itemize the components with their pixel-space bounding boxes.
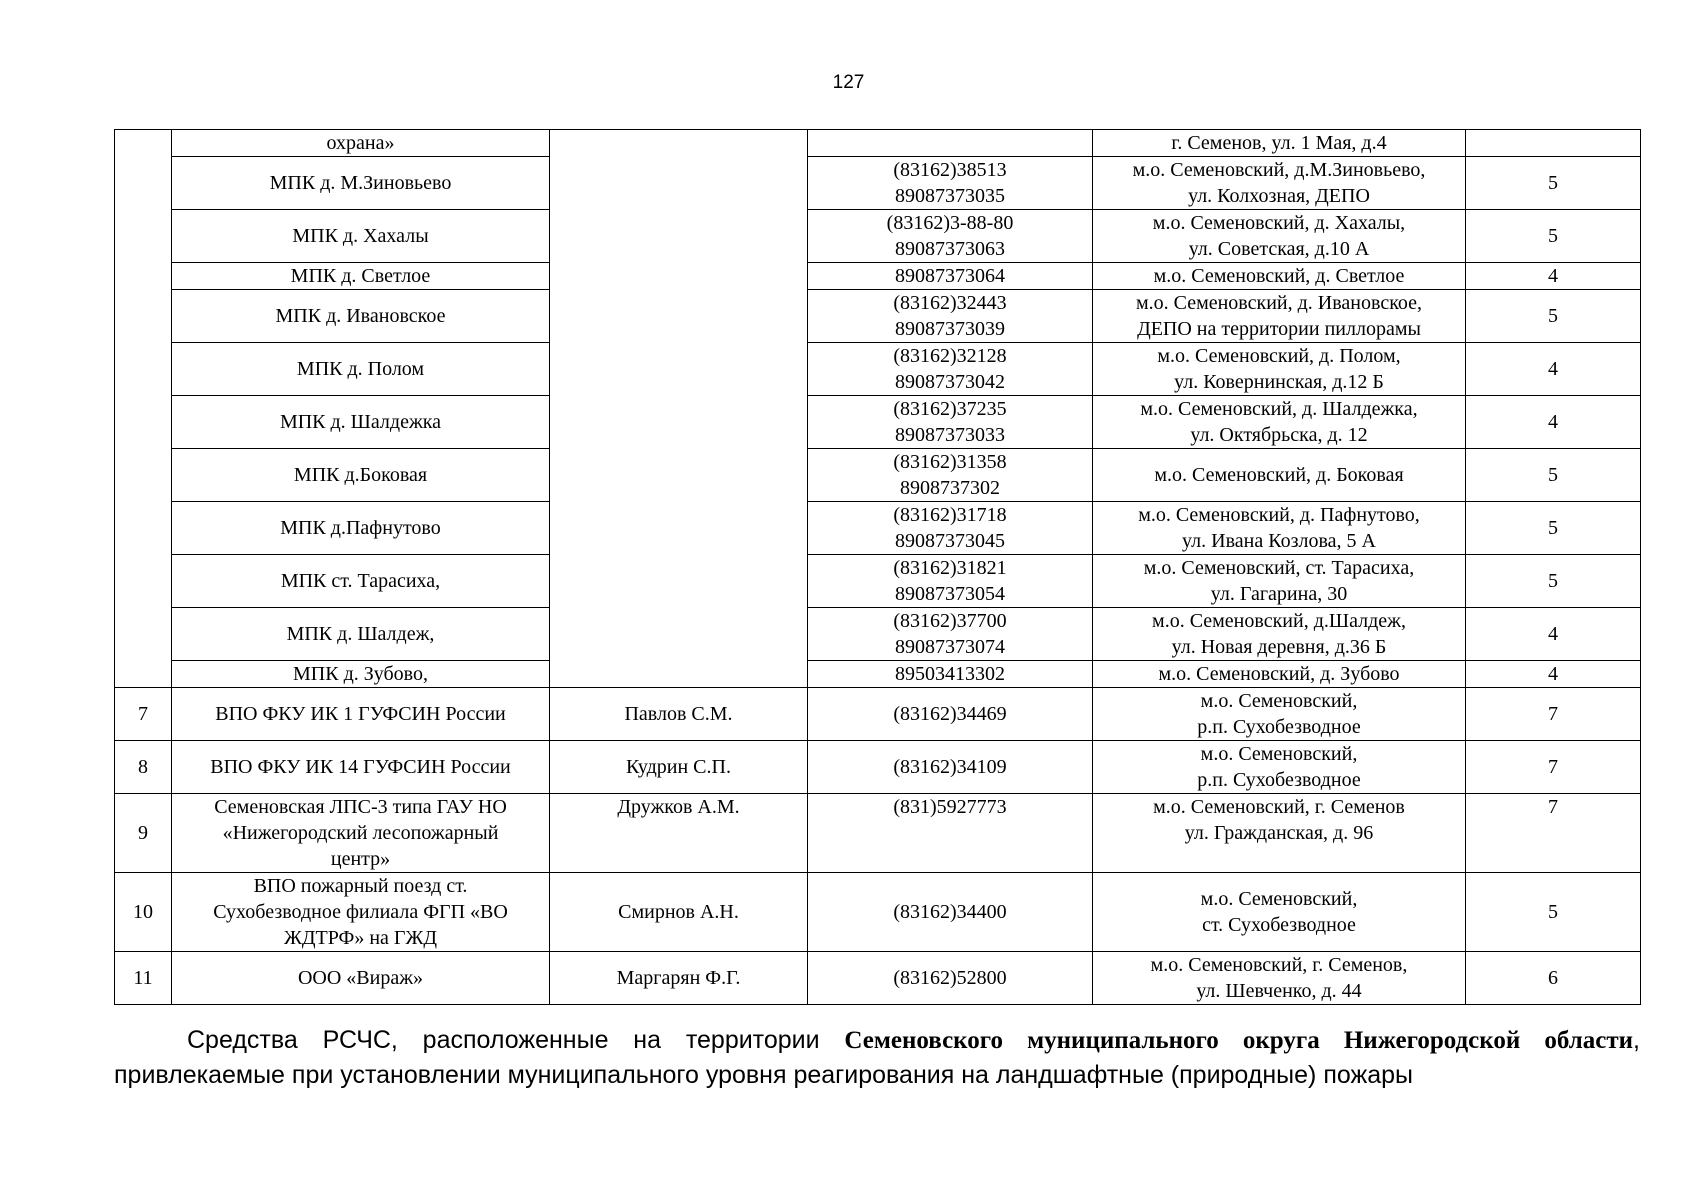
address-cell [1093,396,1466,449]
org-name-cell: МПК д. Хахалы [172,210,550,263]
org-name-cell [172,688,550,741]
phone-line: (83162)38513 [893,159,1007,181]
rank-cell: 6 [1466,952,1641,1005]
address-line: м.о. Семеновский, г. Семенов, [1150,954,1408,976]
rank-cell: 4 [1466,343,1641,396]
table-row [115,873,1641,952]
address-cell [1093,343,1466,396]
phone-cell [808,157,1093,210]
phone-cell: (83162)34469 [808,688,1093,741]
phone-line: (83162)37235 [893,398,1007,420]
table-row [115,343,1641,396]
org-name-line: Сухобезводное филиала ФГП «ВО [213,901,508,923]
address-line: м.о. Семеновский, [1200,888,1358,910]
address-line: ул. Ивана Козлова, 5 А [1182,530,1376,552]
address-line: ДЕПО на территории пиллорамы [1137,318,1421,340]
address-cell [1093,290,1466,343]
table-row [115,263,1641,290]
table-row [115,130,1641,157]
rank-cell: 7 [1466,741,1641,794]
address-line: ул. Колхозная, ДЕПО [1188,185,1370,207]
address-cell [1093,873,1466,952]
rank-cell: 4 [1466,263,1641,290]
address-cell [1093,210,1466,263]
phone-line: 89087373063 [895,238,1005,260]
row-number-cell: 8 [115,741,172,794]
resources-table [114,129,1641,1005]
address-line: ул. Новая деревня, д.36 Б [1171,636,1387,658]
phone-cell: (83162)52800 [808,952,1093,1005]
row-number-cell-merged [115,130,172,688]
address-line: ул. Ковернинская, д.12 Б [1174,371,1384,393]
org-name-cell: МПК д. Зубово, [172,661,550,688]
org-name-cell [172,794,550,873]
rank-cell: 5 [1466,210,1641,263]
address-line: м.о. Семеновский, д. Хахалы, [1152,212,1406,234]
table-row [115,555,1641,608]
phone-cell [808,555,1093,608]
rank-cell: 5 [1466,555,1641,608]
org-name-cell: МПК д.Боковая [172,449,550,502]
phone-line: (83162)31358 [893,451,1007,473]
org-name-cell: МПК д. Светлое [172,263,550,290]
head-cell: Смирнов А.Н. [550,873,808,952]
address-line: м.о. Семеновский, [1200,690,1358,712]
table-row [115,290,1641,343]
address-line: м.о. Семеновский, д.М.Зиновьево, [1132,159,1426,181]
row-number-cell: 9 [115,794,172,873]
org-name-line: ВПО ФКУ ИК 1 ГУФСИН России [215,703,506,725]
org-name-line: центр» [330,848,391,870]
table-row [115,210,1641,263]
table-row [115,449,1641,502]
phone-line: 89087373042 [895,371,1005,393]
rank-cell: 4 [1466,608,1641,661]
table-row [115,741,1641,794]
phone-cell [808,130,1093,157]
phone-cell [808,263,1093,290]
row-number-cell: 11 [115,952,172,1005]
table-row [115,661,1641,688]
phone-line: (83162)31821 [893,557,1007,579]
phone-line: 89503413302 [895,663,1005,685]
phone-line: 89087373045 [895,530,1005,552]
address-line: м.о. Семеновский, д. Шалдежка, [1140,398,1418,420]
intro-text-comma: , [1633,1026,1640,1054]
address-line: м.о. Семеновский, д. Полом, [1157,345,1401,367]
phone-cell: (831)5927773 [808,794,1093,873]
phone-cell [808,661,1093,688]
head-cell: Маргарян Ф.Г. [550,952,808,1005]
phone-line: 8908737302 [900,477,1000,499]
address-line: м.о. Семеновский, д. Зубово [1158,663,1400,685]
table-row [115,502,1641,555]
address-line: м.о. Семеновский, г. Семенов [1153,796,1405,818]
address-cell [1093,157,1466,210]
org-name-cell [172,873,550,952]
phone-line: 89087373054 [895,583,1005,605]
address-line: м.о. Семеновский, д. Ивановское, [1135,292,1423,314]
address-line: м.о. Семеновский, д.Шалдеж, [1152,610,1406,632]
phone-cell [808,210,1093,263]
org-name-line: ООО «Вираж» [297,967,424,989]
table-row [115,396,1641,449]
address-cell [1093,263,1466,290]
phone-cell [808,608,1093,661]
phone-line: (83162)3-88-80 [886,212,1014,234]
table-row [115,608,1641,661]
rank-cell: 4 [1466,661,1641,688]
org-name-line: Семеновская ЛПС-3 типа ГАУ НО [214,796,507,818]
row-number-cell: 10 [115,873,172,952]
table-row [115,688,1641,741]
address-line: ст. Сухобезводное [1202,914,1356,936]
head-cell: Дружков А.М. [550,794,808,873]
address-line: м.о. Семеновский, д. Пафнутово, [1138,504,1420,526]
org-name-cell: МПК д. Ивановское [172,290,550,343]
table-row [115,157,1641,210]
phone-line: (83162)31718 [893,504,1007,526]
table-row [115,952,1641,1005]
phone-line: 89087373039 [895,318,1005,340]
org-name-line: ЖДТРФ» на ГЖД [283,927,438,949]
address-line: р.п. Сухобезводное [1197,769,1361,791]
section-intro-paragraph [114,1023,1640,1092]
address-line: м.о. Семеновский, д. Боковая [1154,464,1404,486]
org-name-cell: МПК д. Полом [172,343,550,396]
address-cell [1093,608,1466,661]
address-line: ул. Советская, д.10 А [1188,238,1370,260]
rank-cell: 4 [1466,396,1641,449]
address-cell [1093,555,1466,608]
phone-cell [808,449,1093,502]
address-cell: г. Семенов, ул. 1 Мая, д.4 [1093,130,1466,157]
address-line: ул. Октябрьска, д. 12 [1190,424,1368,446]
head-cell: Павлов С.М. [550,688,808,741]
org-name-cell: МПК д. Шалдежка [172,396,550,449]
phone-line: 89087373064 [895,265,1005,287]
page-number: 127 [832,72,865,93]
rank-cell: 7 [1466,794,1641,873]
org-name-cell: МПК д. Шалдеж, [172,608,550,661]
address-cell [1093,502,1466,555]
org-name-cell: МПК д.Пафнутово [172,502,550,555]
table-row [115,794,1641,873]
rank-cell: 5 [1466,449,1641,502]
rank-cell: 5 [1466,873,1641,952]
phone-line: 89087373035 [895,185,1005,207]
address-line: ул. Гагарина, 30 [1210,583,1348,605]
phone-line: (83162)32128 [893,345,1007,367]
address-cell [1093,794,1466,873]
org-name-line: ВПО ФКУ ИК 14 ГУФСИН России [210,756,511,778]
org-name-cell: охрана» [172,130,550,157]
address-line: ул. Гражданская, д. 96 [1184,822,1374,844]
address-cell [1093,661,1466,688]
intro-text-start: Средства РСЧС, расположенные на территории [187,1026,845,1054]
rank-cell: 5 [1466,157,1641,210]
rank-cell: 5 [1466,290,1641,343]
phone-cell [808,343,1093,396]
org-name-cell [172,741,550,794]
address-line: р.п. Сухобезводное [1197,716,1361,738]
address-cell [1093,741,1466,794]
address-line: ул. Шевченко, д. 44 [1196,980,1362,1002]
org-name-cell: МПК д. М.Зиновьево [172,157,550,210]
org-name-cell [172,952,550,1005]
org-name-line: ВПО пожарный поезд ст. [253,875,468,897]
head-cell: Кудрин С.П. [550,741,808,794]
intro-line-1 [114,1023,1640,1058]
phone-cell: (83162)34400 [808,873,1093,952]
address-cell [1093,952,1466,1005]
org-name-line: «Нижегородский лесопожарный [222,822,499,844]
phone-cell [808,290,1093,343]
address-cell [1093,688,1466,741]
phone-cell [808,502,1093,555]
intro-municipality-bold: Семеновского муниципального округа Нижегородской области [844,1027,1634,1054]
rank-cell [1466,130,1641,157]
address-line: м.о. Семеновский, д. Светлое [1153,265,1405,287]
phone-cell [808,396,1093,449]
phone-line: (83162)37700 [893,610,1007,632]
head-cell-merged [550,130,808,688]
row-number-cell: 7 [115,688,172,741]
address-line: м.о. Семеновский, [1200,743,1358,765]
rank-cell: 5 [1466,502,1641,555]
address-line: м.о. Семеновский, ст. Тарасиха, [1143,557,1415,579]
rank-cell: 7 [1466,688,1641,741]
phone-line: (83162)32443 [893,292,1007,314]
phone-line: 89087373074 [895,636,1005,658]
address-cell [1093,449,1466,502]
org-name-cell: МПК ст. Тарасиха, [172,555,550,608]
intro-line-2: привлекаемые при установлении муниципального уровня реагирования на ландшафтные (природные) пожары [114,1061,1413,1089]
phone-line: 89087373033 [895,424,1005,446]
phone-cell: (83162)34109 [808,741,1093,794]
